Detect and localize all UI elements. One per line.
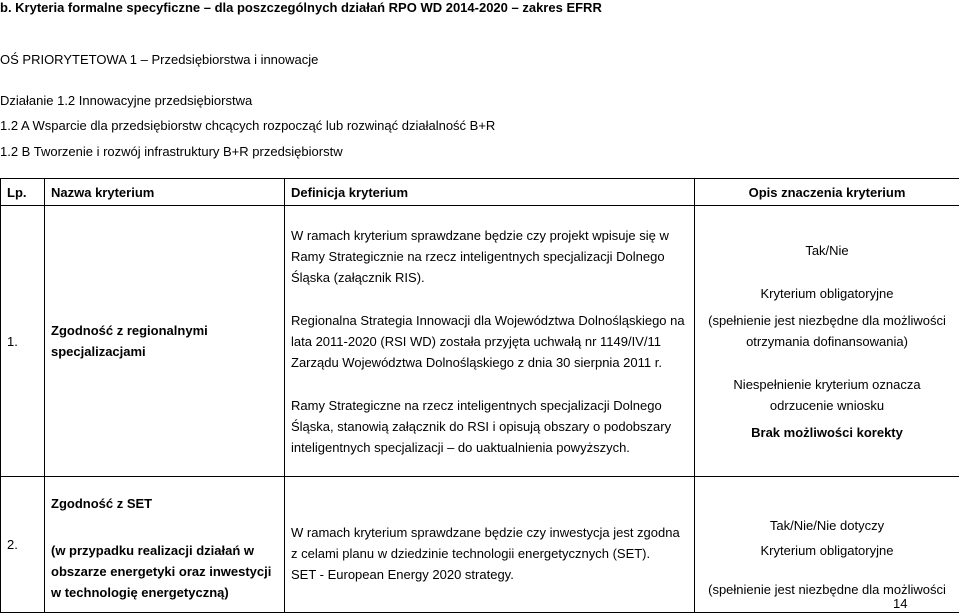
definicja-para-3: Ramy Strategiczne na rzecz inteligentnych specjalizacji Dolnego Śląska, stanowią załącznik do RSI i opisują obszary o podobszary inteligentnych specjalizacji – do uaktualnienia powyższych. [291, 397, 672, 455]
opis-tak-nie-dotyczy: Tak/Nie/Nie dotyczy [769, 518, 885, 533]
row-nazwa [45, 477, 285, 613]
header-lp: Lp. [1, 179, 45, 206]
row-definicja [285, 477, 695, 613]
table-row [1, 206, 959, 477]
definicja-para-2: SET - European Energy 2020 strategy. [291, 567, 514, 582]
opis-niespelnienie: Niespełnienie kryterium oznacza odrzucenie wniosku [733, 376, 921, 413]
definicja-para-1: W ramach kryterium sprawdzane będzie czy projekt wpisuje się w Ramy Strategicznie na rzecz inteligentnych specjalizacji Dolnego Śląska (załącznik RIS). [291, 227, 669, 285]
nazwa-note: (w przypadku realizacji działań w obszarze energetyki oraz inwestycji w technologię energetyczną) [51, 542, 272, 600]
nazwa-title: Zgodność z SET [51, 495, 153, 511]
row-opis [695, 477, 959, 613]
opis-spelnienie: (spełnienie jest niezbędne dla możliwości [708, 582, 946, 597]
row-lp [1, 477, 45, 613]
action-title: Działanie 1.2 Innowacyjne przedsiębiorstwa [0, 93, 253, 108]
opis-spelnienie: (spełnienie jest niezbędne dla możliwości otrzymania dofinansowania) [708, 312, 946, 349]
table-header-row [1, 179, 959, 206]
subaction-b: 1.2 B Tworzenie i rozwój infrastruktury B+R przedsiębiorstw [0, 144, 343, 159]
table-row [1, 477, 959, 613]
header-nazwa: Nazwa kryterium [45, 179, 285, 206]
opis-tak-nie: Tak/Nie [805, 242, 849, 258]
header-opis: Opis znaczenia kryterium [695, 179, 959, 206]
definicja-para-1: W ramach kryterium sprawdzane będzie czy inwestycja jest zgodna z celami planu w dziedzinie technologii energetycznych (SET). [291, 525, 680, 561]
priority-axis: OŚ PRIORYTETOWA 1 – Przedsiębiorstwa i innowacje [0, 52, 319, 67]
header-definicja: Definicja kryterium [285, 179, 695, 206]
definicja-para-2: Regionalna Strategia Innowacji dla Województwa Dolnośląskiego na lata 2011-2020 (RSI WD) została przyjęta uchwałą nr 1149/IV/11 Zarządu Województwa Dolnośląskiego z dnia 30 sierpnia 2011 r. [291, 312, 685, 370]
criteria-table [0, 178, 959, 613]
row-definicja [285, 206, 695, 477]
subaction-a: 1.2 A Wsparcie dla przedsiębiorstw chcących rozpocząć lub rozwinąć działalność B+R [0, 118, 496, 133]
section-title: b. Kryteria formalne specyficzne – dla poszczególnych działań RPO WD 2014-2020 – zakres EFRR [0, 0, 602, 15]
page-number: 14 [893, 596, 908, 611]
row-nazwa: Zgodność z regionalnymi specjalizacjami [45, 206, 285, 477]
opis-obligatoryjne: Kryterium obligatoryjne [760, 285, 894, 301]
row-lp-text: 2. [7, 537, 18, 552]
row-lp: 1. [1, 206, 45, 477]
opis-obligatoryjne: Kryterium obligatoryjne [760, 543, 894, 558]
row-opis [695, 206, 959, 477]
opis-brak-korekty: Brak możliwości korekty [751, 424, 903, 440]
